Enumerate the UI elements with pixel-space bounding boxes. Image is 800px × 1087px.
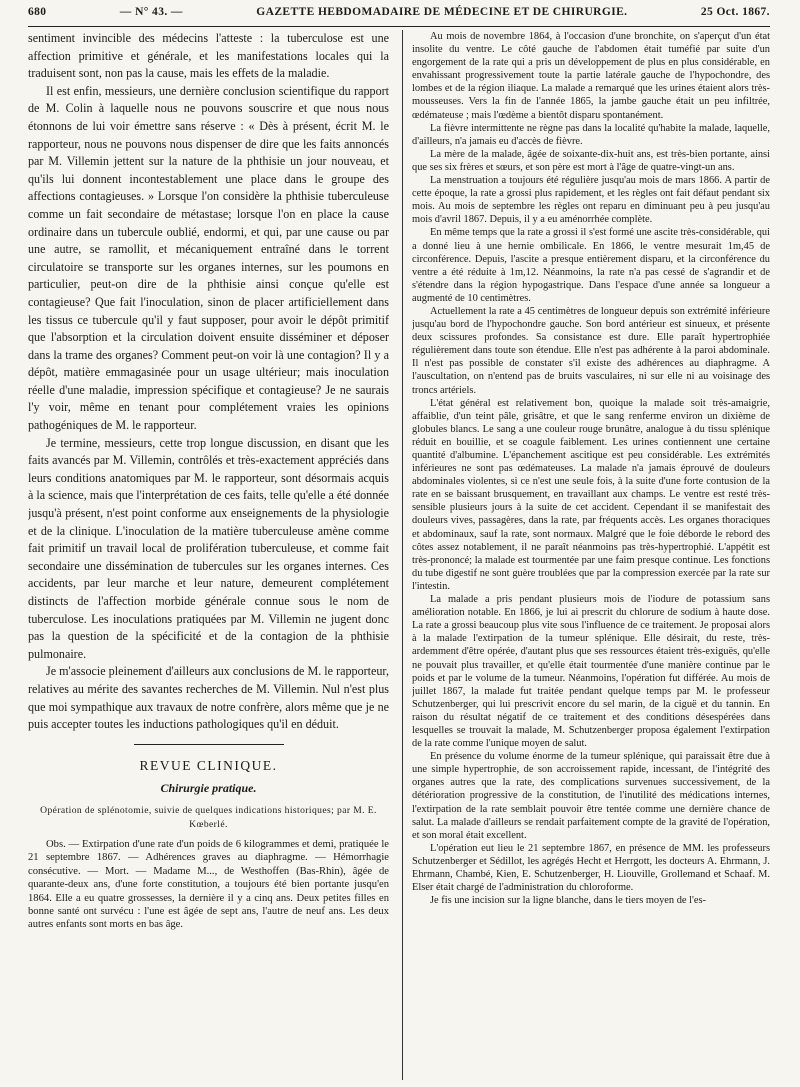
- right-paragraph: Actuellement la rate a 45 centimètres de longueur depuis son extrémité inférieure jusqu'au bord de l'hypochondre gauche. Son bord antérieur est sinueux, et présente deux scissures profondes. Sa consistance est dure. Elle paraît hypertrophiée régulièrement dans toute son étendue. Elle n'est pas adhérente à la paroi abdominale. Il n'est pas possible de constater s'il existe des adhérences au diaphragme. A l'auscultation, on n'entend pas de bruits vasculaires, ni sur elle ni au voisinage des troncs artériels.: [412, 305, 770, 396]
- header-rule: [28, 26, 770, 27]
- section-subtitle: Chirurgie pratique.: [160, 781, 257, 796]
- right-paragraph: La fièvre intermittente ne règne pas dans la localité qu'habite la malade, laquelle, d'ailleurs, n'a jamais eu d'accès de fièvre.: [412, 122, 770, 147]
- right-paragraph: La mère de la malade, âgée de soixante-dix-huit ans, est très-bien portante, ainsi que ses six frères et sœurs, et son père est mort à l'âge de quatre-vingt-un ans.: [412, 148, 770, 173]
- right-column: [412, 30, 770, 1080]
- right-paragraph: La menstruation a toujours été régulière jusqu'au mois de mars 1866. A partir de cette époque, la rate a grossi plus rapidement, et les règles ont fait défaut pendant six mois. Au mois de septembre les règles ont reparu en diminuant peu à peu jusqu'au mois d'avril 1867. Depuis, il y a eu aménorrhée complète.: [412, 175, 770, 226]
- issue-number: — N° 43. —: [119, 6, 183, 18]
- right-paragraph: L'opération eut lieu le 21 septembre 1867, en présence de MM. les professeurs Schutzenberger et Sédillot, les agrégés Hecht et Herrgott, les docteurs A. Ehrmann, J. Ehrmann, Chambé, Kien, E. Schutzenberger, H. Liouville, Grollemand et Schaaf. M. Elser était chargé de l'administration du chloroforme.: [412, 842, 770, 894]
- column-divider: [402, 30, 403, 1080]
- running-header: [28, 6, 770, 24]
- left-paragraph: sentiment invincible des médecins l'atteste : la tuberculose est une affection primitive et générale, et les manifestations locales qui la traduisent sont, non pas la cause, mais les effets de la maladie.: [28, 31, 389, 81]
- left-column: [28, 30, 389, 1080]
- left-paragraph: Il est enfin, messieurs, une dernière conclusion scientifique du rapport de M. Colin à laquelle nous ne pouvons souscrire et que nous nous étonnons de lui voir émettre sans réserve : « Dès à présent, écrit M. le rapporteur, nous ne pouvons nous dispenser de dire que les faits annoncés par M. Villemin jettent sur la nature de la phthisie un jour nouveau, et qu'ils lui donnent incontestablement une place dans le groupe des affections contagieuses. » Lorsque l'on considère la phthisie tuberculeuse comme un fait secondaire de métastase; lorsque l'on en place la cause ordinaire dans un tubercule oublié, endormi, et qui, par une cause ou par une autre, se ramollit, et mécaniquement entraîné dans le torrent circulatoire se transporte sur les organes internes, sur les poumons en particulier, peut-on dire de la phthisie ainsi conçue qu'elle est contagieuse? Que fait l'inoculation, sinon de placer artificiellement dans les tissus ce tubercule qu'il y faut supposer, pour avoir le dépôt primitif que l'absorption et la circulation doivent ensuite disséminer et déposer dans la trame des organes? Comment peut-on voir là une contagion? Il y a dépôt, matière emmagasinée pour un usage ultérieur; mais inoculation réelle d'une maladie, impression spécifique et contagieuse? Je ne saurais l'y voir, même en tenant pour complétement vraies les opinions pathogéniques de M. le rapporteur.: [28, 83, 389, 433]
- observation-paragraph: Obs. — Extirpation d'une rate d'un poids de 6 kilogrammes et demi, pratiquée le 21 septembre 1867. — Adhérences graves au diaphragme. — Hémorrhagie consécutive. — Mort. — Madame M..., de Westhoffen (Bas-Rhin), âgée de quarante-deux ans, d'une forte constitution, a toujours été bien portante jusqu'en 1864. Elle a eu quatre grossesses, la dernière il y a cinq ans. Deux petites filles en bonne santé ont survécu : l'une est âgée de sept ans, l'autre de neuf ans. Les deux autres enfants sont morts en bas âge.: [28, 838, 389, 931]
- left-paragraph: Je m'associe pleinement d'ailleurs aux conclusions de M. le rapporteur, relatives au mérite des savantes recherches de M. Villemin. Nul n'est plus que moi sympathique aux travaux de notre confrère, alors même que je ne puis accepter toutes les inductions pathologiques qu'il en déduit.: [28, 664, 389, 732]
- journal-title: GAZETTE HEBDOMADAIRE DE MÉDECINE ET DE CHIRURGIE.: [256, 6, 628, 18]
- right-paragraph: En présence du volume énorme de la tumeur splénique, qui paraissait être due à une simple hypertrophie, de son accroissement rapide, incessant, de l'intégrité des organes autres que la rate, des complications survenues successivement, de la détérioration progressive de la constitution, de l'inutilité des médications internes, l'extirpation de la rate semblait pouvoir être tentée comme une dernière chance de salut. La malade d'ailleurs se rendait parfaitement compte de la gravité de l'opération, et son moral était excellent.: [412, 751, 770, 841]
- article-title: Opération de splénotomie, suivie de quelques indications historiques; par M. E. Kœberlé.: [40, 804, 377, 830]
- right-paragraph: L'état général est relativement bon, quoique la malade soit très-amaigrie, affaiblie, d'un teint pâle, grisâtre, et que le sang renferme environ un dixième de globules blancs. Le sang a une couleur rouge brunâtre, analogue à du tissu splénique réduit en bouillie, et se coagule faiblement. Les urines contiennent une certaine quantité d'albumine. L'épanchement ascitique est peu considérable. Les extrémités inférieures ne sont pas œdémateuses. La malade n'a jamais éprouvé de douleurs abdominales violentes, si ce n'est une seule fois, à la suite d'une forte contusion de la rate en se baissant brusquement, en travaillant aux champs. Le ventre est resté très-sensible plusieurs jours à la suite de cet accident. Cependant il se manifestait des douleurs vives, passagères, dans la rate, par fréquents accès. Les organes thoraciques et abdominaux, sauf la rate, sont normaux. Malgré que le foie déborde le rebord des côtes assez notablement, il ne paraît néanmoins pas très-hypertrophié. L'appétit est très-prononcé; la malade est tourmentée par une faim presque continue. Les fonctions du tube digestif ne sont guère troublées que par la compression exercée par la rate sur l'intestin.: [412, 397, 770, 592]
- section-title: REVUE CLINIQUE.: [139, 757, 278, 773]
- right-paragraph: Au mois de novembre 1864, à l'occasion d'une bronchite, on s'aperçut d'un état insolite du ventre. Le côté gauche de l'abdomen était tuméfié par suite d'un engorgement de la rate qui a pris un développement de plus en plus considérable, en envahissant progressivement toute la partie latérale gauche de l'hypochondre, des lombes et de la région iliaque. La malade a remarqué que les urines étaient alors très-mousseuses. Vers la fin de l'année 1865, la jambe gauche était un peu infiltrée, œdémateuse ; mais l'œdème a bientôt disparu spontanément.: [412, 31, 770, 121]
- section-separator: [134, 744, 284, 745]
- page-number: 680: [28, 6, 47, 18]
- right-paragraph: En même temps que la rate a grossi il s'est formé une ascite très-considérable, qui a donné lieu à une hernie ombilicale. En 1866, le ventre mesurait 1m,45 de circonférence. Depuis, l'ascite a presque entièrement disparu, et la circonférence du ventre a été réduite à 1m,12. Néanmoins, la rate n'a pas cessé de s'agrandir et de s'étendre dans la région hypogastrique. Dans l'espace d'une année sa longueur a augmenté de 10 centimètres.: [412, 227, 770, 304]
- issue-date: 25 Oct. 1867.: [700, 6, 770, 18]
- columns: [28, 30, 770, 1080]
- right-paragraph: La malade a pris pendant plusieurs mois de l'iodure de potassium sans amélioration notable. En 1866, je lui ai prescrit du chlorure de sodium à haute dose. La rate a grossi beaucoup plus vite sous l'influence de ce traitement. Je proposai alors à la malade l'extirpation de la tumeur splénique. Elle désirait, du reste, très-ardemment d'être opérée, d'autant plus que ses ressources étaient très-exiguës, qu'elle ne pouvait plus travailler, et qu'elle était tourmentée d'une manière continue par le poids et par le volume de la tumeur. Néanmoins, l'opération fut différée. Au mois de juillet 1867, la malade fut traitée pendant quelque temps par M. le professeur Schutzenberger, qui lui prescrivit encore du sel marin, de la ciguë et du tannin. En raison du résultat négatif de ce traitement et des conditions désespérées dans lesquelles se trouvait la malade, M. Schutzenberger proposa également l'extirpation de la rate comme l'unique moyen de salut.: [412, 594, 770, 750]
- right-paragraph: Je fis une incision sur la ligne blanche, dans le tiers moyen de l'es-: [430, 895, 706, 907]
- left-paragraph: Je termine, messieurs, cette trop longue discussion, en disant que les faits avancés par M. Villemin, contrôlés et très-exactement appréciés dans leurs conditions anatomiques par M. le rapporteur, sont désormais acquis à la science, mais que l'interprétation de ces faits, telle qu'elle a été donnée jusqu'à présent, n'est point conforme aux enseignements de la physiologie et de la clinique. L'inoculation de la matière tuberculeuse amène comme fait primitif un travail local de prolifération tuberculeuse, et comme fait secondaire une dissémination de tubercules sur les organes internes. Ces accidents, par leur marche et leur nature, demeurent complétement distincts de l'affection morbide générale connue sous le nom de tuberculose. Les inoculations pratiquées par M. Villemin ne jugent donc pas la question de la spécificité et de la contagion de la phthisie pulmonaire.: [28, 435, 389, 661]
